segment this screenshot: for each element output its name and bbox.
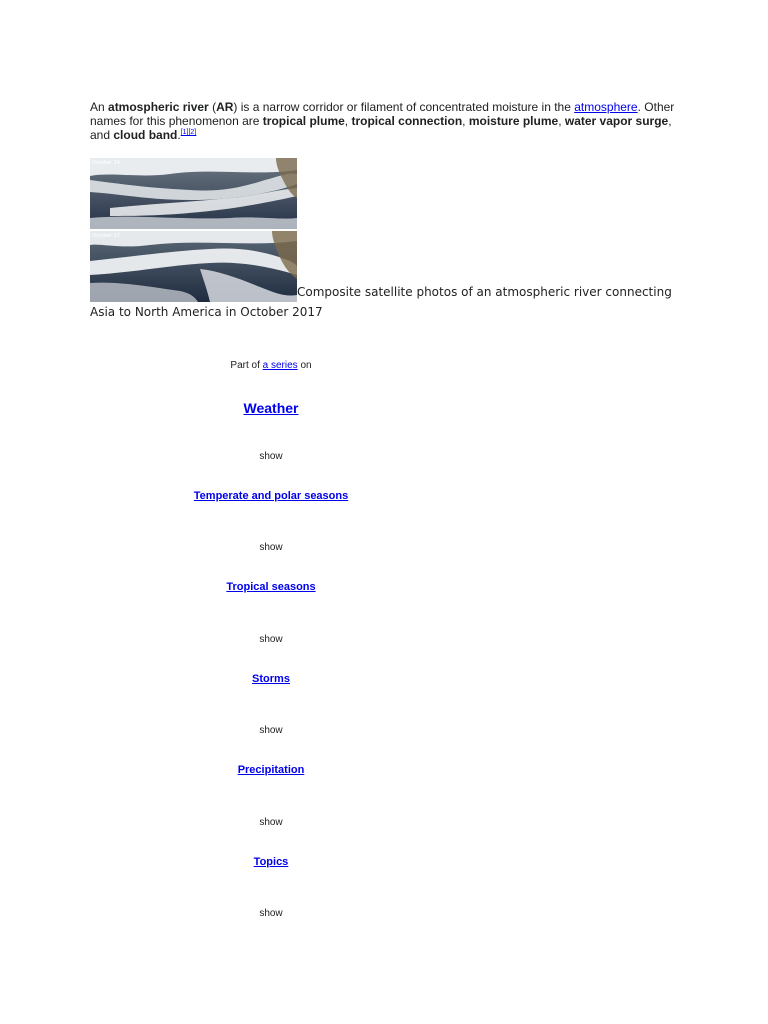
satellite-panel-october-17 bbox=[90, 231, 297, 302]
alt-name-moisture-plume: moisture plume bbox=[468, 114, 559, 128]
satellite-image[interactable] bbox=[90, 158, 297, 302]
term-abbreviation: AR bbox=[216, 100, 234, 114]
alt-name-tropical-plume: tropical plume bbox=[262, 114, 345, 128]
link-temperate-polar-seasons[interactable]: Temperate and polar seasons bbox=[193, 490, 349, 502]
intro-paragraph bbox=[90, 100, 680, 142]
intro-text: . Other names for this phenomenon are bbox=[90, 100, 675, 128]
alt-name-tropical-connection: tropical connection bbox=[351, 114, 463, 128]
link-weather[interactable]: Weather bbox=[243, 400, 299, 416]
link-topics[interactable]: Topics bbox=[253, 856, 289, 868]
toggle-show[interactable]: show bbox=[259, 908, 283, 919]
panel-label-2: October 17 bbox=[92, 233, 120, 239]
intro-text: ) is a narrow corridor or filament of concentrated moisture in the bbox=[233, 100, 575, 114]
part-of-text: Part of bbox=[230, 360, 263, 371]
separator: , bbox=[344, 114, 352, 128]
toggle-show[interactable]: show bbox=[259, 542, 283, 553]
section-tropical-seasons bbox=[170, 581, 372, 593]
link-precipitation[interactable]: Precipitation bbox=[237, 764, 305, 776]
separator: , bbox=[462, 114, 469, 128]
part-of-series-line bbox=[170, 360, 372, 371]
toggle-show[interactable]: show bbox=[259, 451, 283, 462]
intro-text: An bbox=[90, 100, 109, 114]
alt-name-water-vapor-surge: water vapor surge bbox=[564, 114, 669, 128]
intro-text: . bbox=[177, 128, 181, 142]
part-of-text: on bbox=[297, 360, 312, 371]
link-tropical-seasons[interactable]: Tropical seasons bbox=[226, 581, 316, 593]
link-a-series[interactable]: a series bbox=[262, 360, 298, 371]
satellite-panel-october-14 bbox=[90, 158, 297, 229]
toggle-show[interactable]: show bbox=[259, 634, 283, 645]
intro-text: ( bbox=[208, 100, 217, 114]
section-precipitation bbox=[170, 764, 372, 776]
section-temperate-polar-seasons bbox=[170, 490, 372, 502]
section-storms bbox=[170, 673, 372, 685]
section-topics bbox=[170, 856, 372, 868]
separator: , and bbox=[90, 114, 672, 142]
link-atmosphere[interactable]: atmosphere bbox=[574, 100, 638, 114]
panel-label-1: October 14 bbox=[92, 160, 120, 166]
toggle-show[interactable]: show bbox=[259, 725, 283, 736]
figure bbox=[90, 158, 680, 322]
link-storms[interactable]: Storms bbox=[252, 673, 290, 685]
alt-name-cloud-band: cloud band bbox=[113, 128, 178, 142]
separator: , bbox=[558, 114, 565, 128]
toggle-show[interactable]: show bbox=[259, 817, 283, 828]
navbox-title bbox=[170, 400, 372, 416]
reference-link[interactable]: [1][2] bbox=[180, 129, 197, 136]
figure-caption: Composite satellite photos of an atmospheric river connecting Asia to North America in October 2017 bbox=[90, 285, 672, 319]
term-atmospheric-river: atmospheric river bbox=[108, 100, 209, 114]
